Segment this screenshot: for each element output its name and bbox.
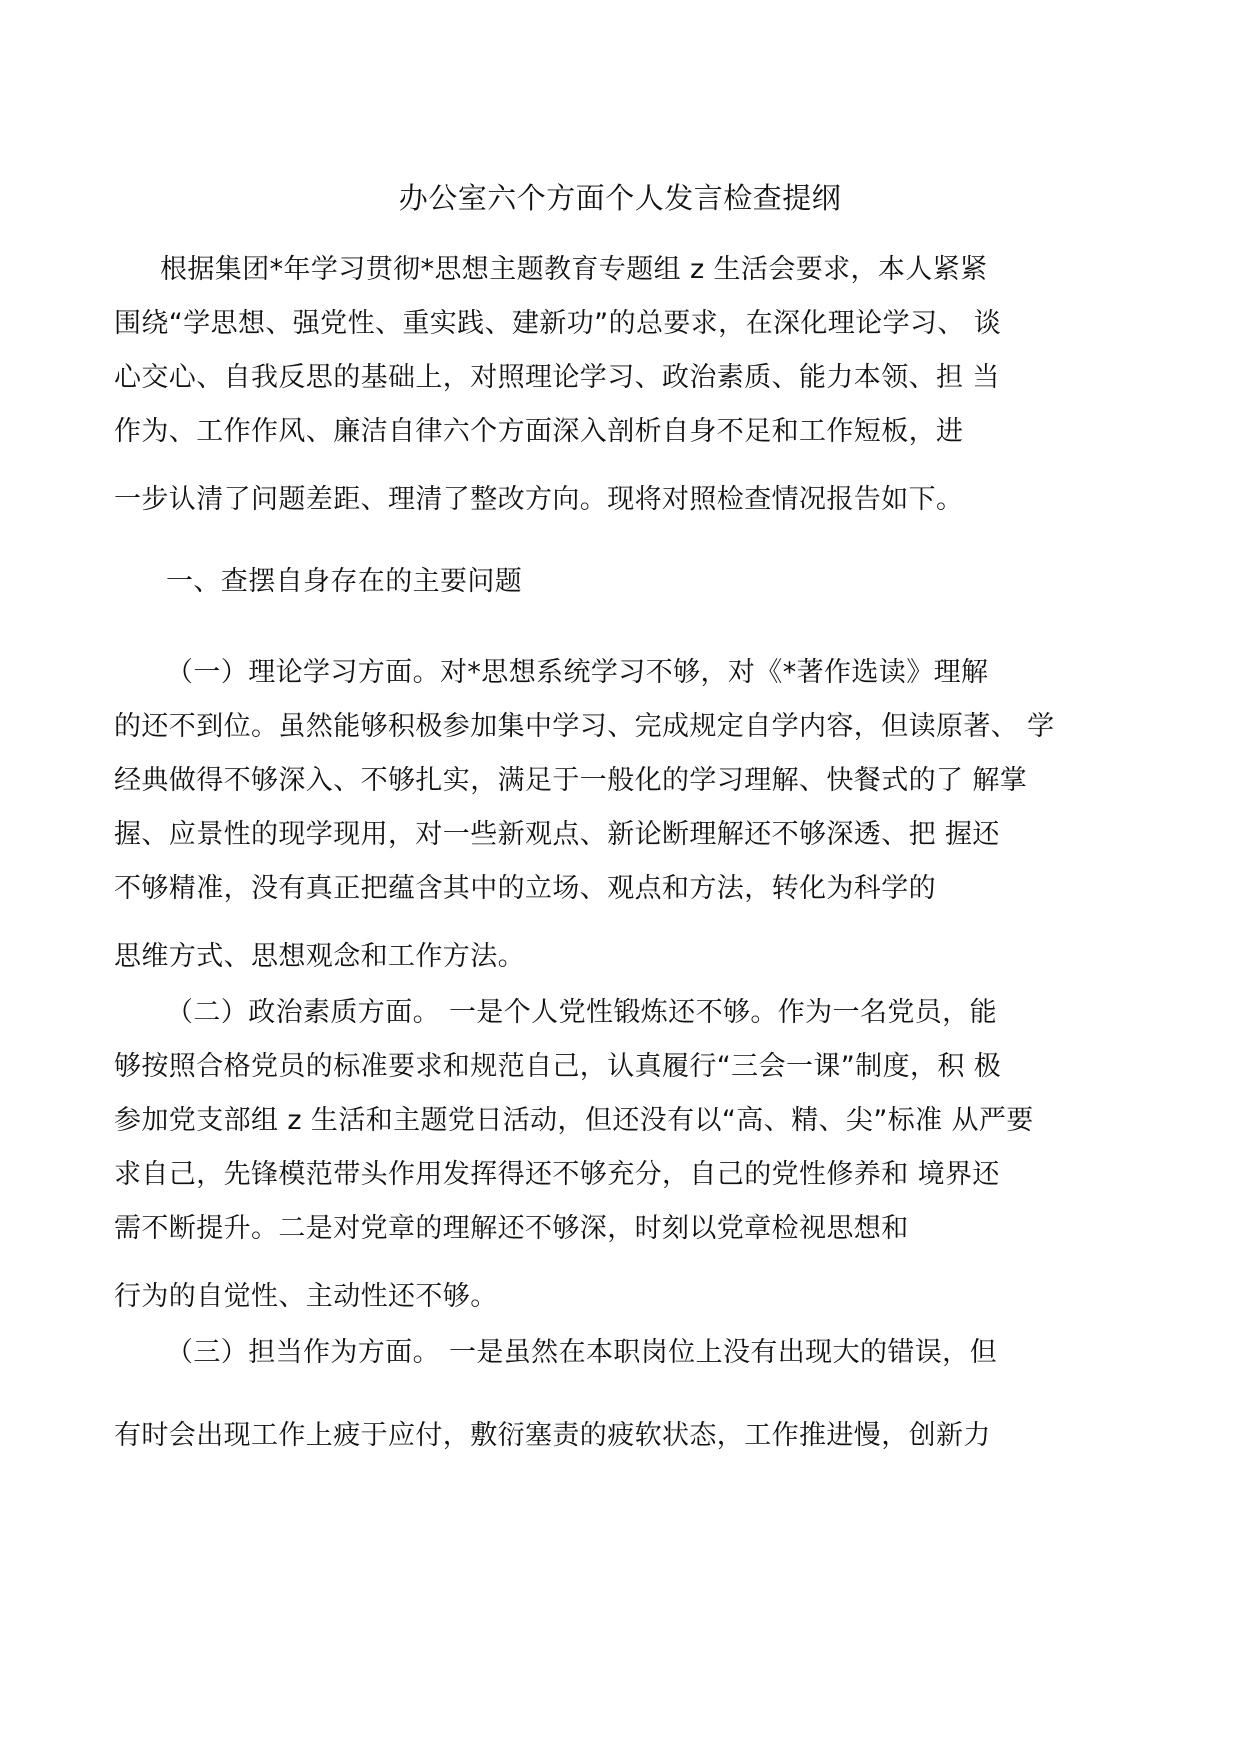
intro-line-4: 作为、工作作风、廉洁自律六个方面深入剖析自身不足和工作短板，进 [114, 416, 964, 447]
para2-line-4: 求自己，先锋模范带头作用发挥得还不够充分，自己的党性修养和 境界还 [114, 1159, 1000, 1190]
intro-line-3: 心交心、自我反思的基础上，对照理论学习、政治素质、能力本领、担 当 [114, 362, 1000, 393]
section-heading: 一、查摆自身存在的主要问题 [166, 566, 523, 597]
para1-line-5: 不够精准，没有真正把蕴含其中的立场、观点和方法，转化为科学的 [114, 873, 936, 904]
intro-line-2: 围绕“学思想、强党性、重实践、建新功”的总要求，在深化理论学习、 谈 [114, 308, 1002, 339]
para1-line-1: （一）理论学习方面。对*思想系统学习不够，对《*著作选读》理解 [166, 657, 989, 688]
para1-line-3: 经典做得不够深入、不够扎实，满足于一般化的学习理解、快餐式的了 解掌 [114, 765, 1028, 796]
document-title: 办公室六个方面个人发言检查提纲 [398, 181, 842, 215]
para2-line-6: 行为的自觉性、主动性还不够。 [114, 1281, 498, 1312]
para2-line-2: 够按照合格党员的标准要求和规范自己，认真履行“三会一课”制度，积 极 [114, 1051, 1002, 1082]
para1-line-4: 握、应景性的现学现用，对一些新观点、新论断理解还不够深透、把 握还 [114, 819, 1000, 850]
para3-line-2: 有时会出现工作上疲于应付，敷衍塞责的疲软状态，工作推进慢，创新力 [114, 1420, 991, 1451]
para2-line-1: （二）政治素质方面。 一是个人党性锻炼还不够。作为一名党员，能 [166, 997, 997, 1028]
intro-line-5: 一步认清了问题差距、理清了整改方向。现将对照检查情况报告如下。 [114, 484, 964, 515]
para1-line-2: 的还不到位。虽然能够积极参加集中学习、完成规定自学内容，但读原著、 学 [114, 711, 1055, 742]
intro-line-1: 根据集团*年学习贯彻*思想主题教育专题组 z 生活会要求，本人紧紧 [160, 254, 988, 285]
para2-line-3: 参加党支部组 z 生活和主题党日活动，但还没有以“高、精、尖”标准 从严要 [114, 1105, 1034, 1136]
para1-line-6: 思维方式、思想观念和工作方法。 [114, 941, 525, 972]
para2-line-5: 需不断提升。二是对党章的理解还不够深，时刻以党章检视思想和 [114, 1213, 909, 1244]
para3-line-1: （三）担当作为方面。 一是虽然在本职岗位上没有出现大的错误，但 [166, 1337, 997, 1368]
